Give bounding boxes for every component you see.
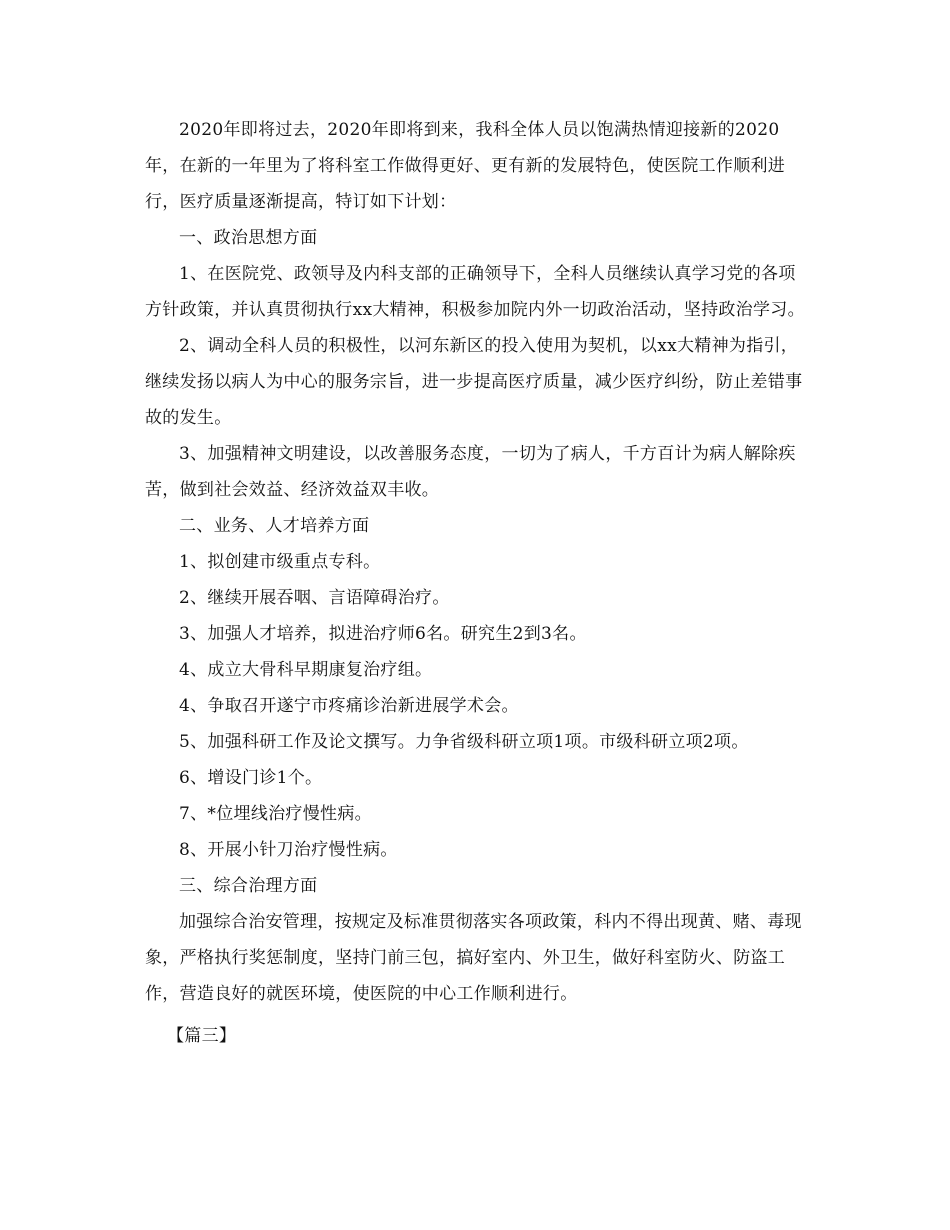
section-heading-business: 二、业务、人才培养方面 bbox=[179, 516, 370, 536]
intro-paragraph: 2020年即将过去，2020年即将到来，我科全体人员以饱满热情迎接新的2020年，在新的一年里为了将科室工作做得更好、更有新的发展特色，使医院工作顺利进行，医疗质量逐渐提高，特订如下计划： bbox=[145, 120, 786, 212]
document-body bbox=[145, 112, 810, 1054]
section-heading-governance: 三、综合治理方面 bbox=[179, 876, 318, 896]
business-item-9: 8、开展小针刀治疗慢性病。 bbox=[179, 840, 398, 860]
business-item-4: 4、成立大骨科早期康复治疗组。 bbox=[179, 660, 433, 680]
business-item-3: 3、加强人才培养，拟进治疗师6名。研究生2到3名。 bbox=[179, 624, 587, 644]
business-item-8: 7、*位埋线治疗慢性病。 bbox=[179, 804, 372, 824]
politics-item-3: 3、加强精神文明建设，以改善服务态度，一切为了病人，千方百计为病人解除疾苦，做到社会效益、经济效益双丰收。 bbox=[145, 444, 796, 500]
business-item-6: 5、加强科研工作及论文撰写。力争省级科研立项1项。市级科研立项2项。 bbox=[179, 732, 749, 752]
business-item-7: 6、增设门诊1个。 bbox=[179, 768, 323, 788]
business-item-2: 2、继续开展吞咽、言语障碍治疗。 bbox=[179, 588, 450, 608]
governance-paragraph: 加强综合治安管理，按规定及标准贯彻落实各项政策，科内不得出现黄、赌、毒现象，严格执行奖惩制度，坚持门前三包，搞好室内、外卫生，做好科室防火、防盗工作，营造良好的就医环境，使医院的中心工作顺利进行。 bbox=[145, 912, 802, 1004]
politics-item-2: 2、调动全科人员的积极性，以河东新区的投入使用为契机，以xx大精神为指引，继续发扬以病人为中心的服务宗旨，进一步提高医疗质量，减少医疗纠纷，防止差错事故的发生。 bbox=[145, 336, 803, 428]
section-heading-politics: 一、政治思想方面 bbox=[179, 228, 318, 248]
business-item-1: 1、拟创建市级重点专科。 bbox=[179, 552, 381, 572]
next-section-mark: 【篇三】 bbox=[167, 1026, 237, 1046]
politics-item-1: 1、在医院党、政领导及内科支部的正确领导下，全科人员继续认真学习党的各项方针政策，并认真贯彻执行xx大精神，积极参加院内外一切政治活动，坚持政治学习。 bbox=[145, 264, 805, 320]
business-item-5: 4、争取召开遂宁市疼痛诊治新进展学术会。 bbox=[179, 696, 519, 716]
